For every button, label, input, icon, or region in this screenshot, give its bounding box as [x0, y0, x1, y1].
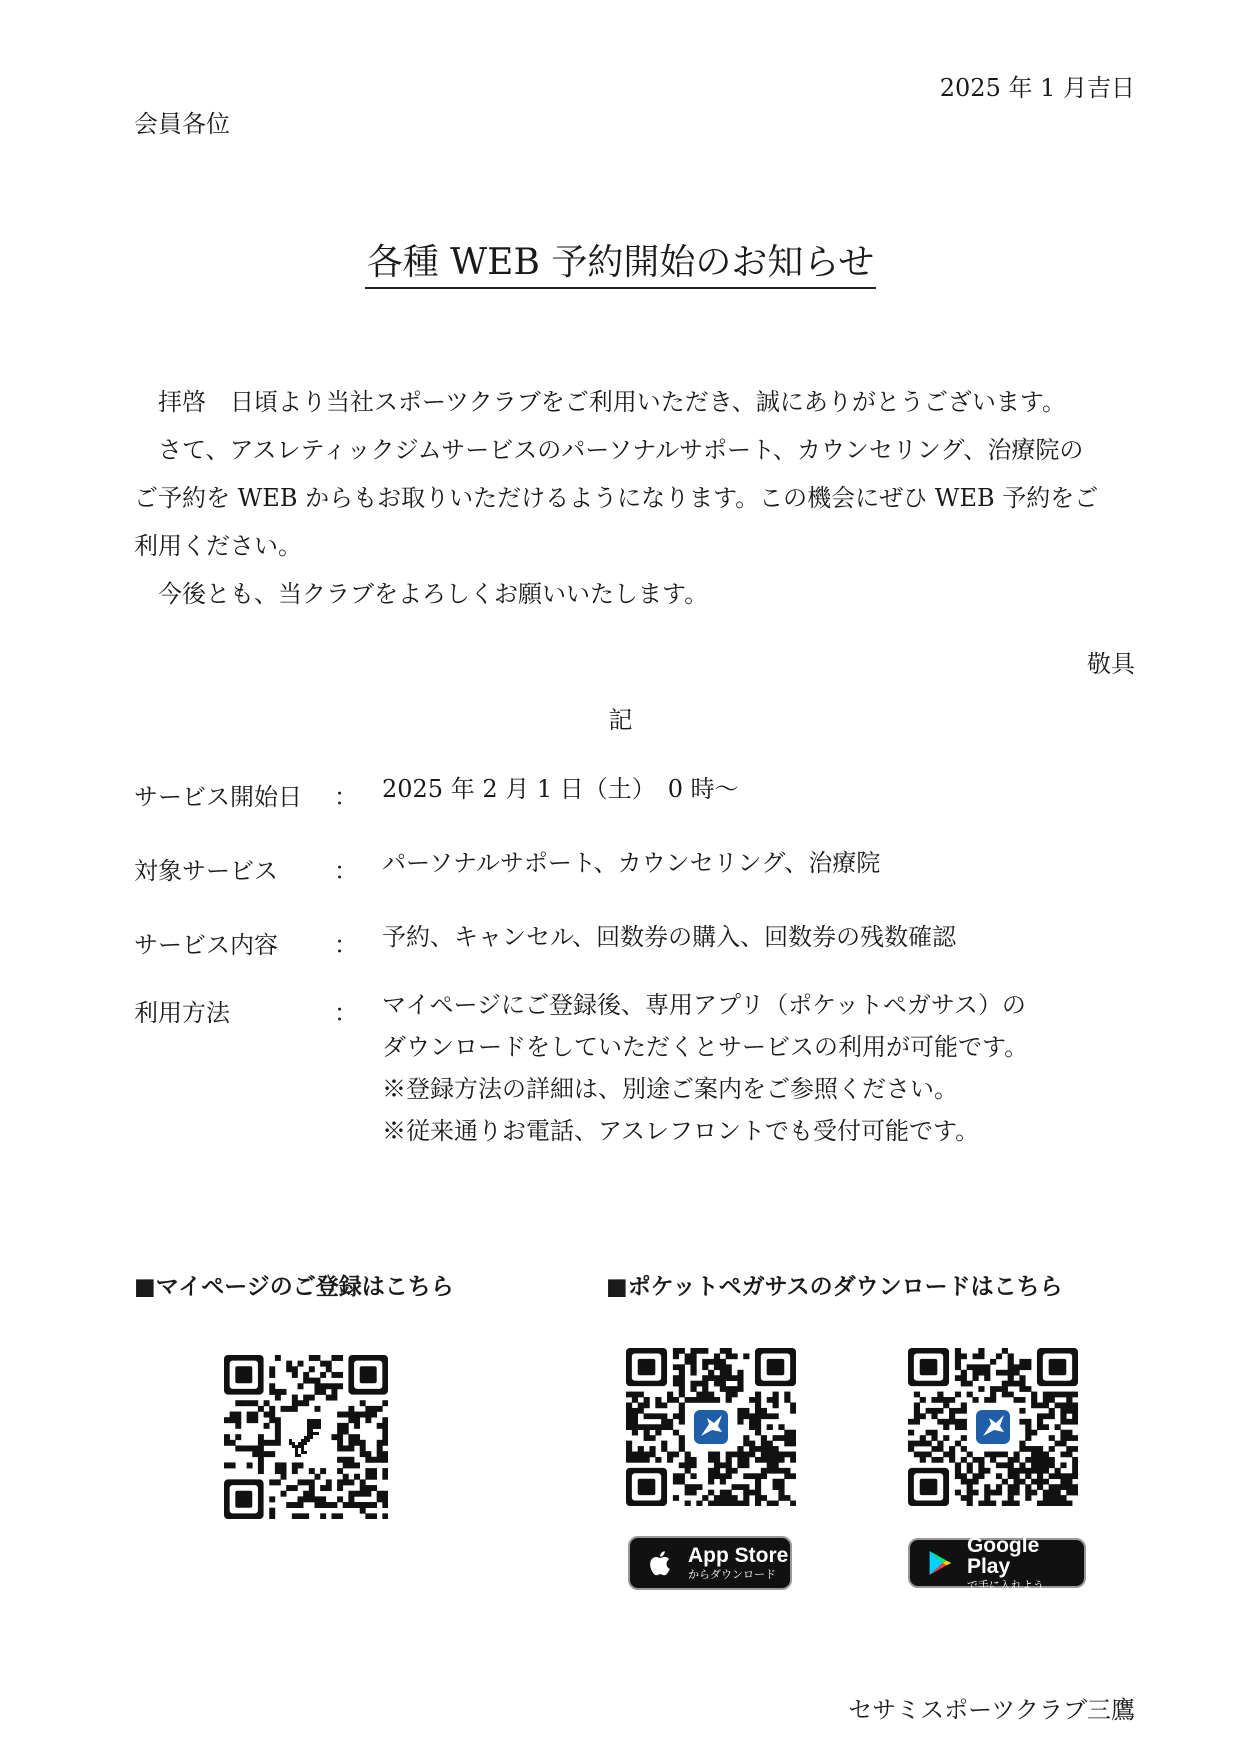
detail-value [382, 984, 1122, 1152]
pegasus-app-icon [694, 1410, 728, 1444]
letter-body [134, 378, 1134, 618]
addressee: 会員各位 [134, 110, 230, 138]
detail-value-line: 予約、キャンセル、回数券の購入、回数券の残数確認 [382, 923, 957, 951]
mypage-heading: ■マイページのご登録はこちら [134, 1274, 454, 1300]
appstore-badge[interactable] [628, 1536, 792, 1590]
dinosaur-icon [289, 1419, 321, 1457]
googleplay-badge-title: Google Play [966, 1533, 1040, 1578]
app-download-heading: ■ポケットペガサスのダウンロードはこちら [606, 1274, 1063, 1300]
detail-colon: ： [334, 857, 358, 885]
document-title: 各種 WEB 予約開始のお知らせ [0, 234, 1241, 285]
detail-value-line: 2025 年 2 月 1 日（土） 0 時～ [382, 775, 739, 803]
body-line: ご予約を WEB からもお取りいただけるようになります。この機会にぜひ WEB 予約をご [134, 484, 1099, 512]
apple-icon [646, 1548, 676, 1578]
google-play-icon [926, 1548, 955, 1578]
detail-value [382, 916, 1122, 958]
greeting-paragraph: 拝啓 日頃より当社スポーツクラブをご利用いただき、誠にありがとうございます。 [158, 388, 1066, 416]
letter-date: 2025 年 1 月吉日 [939, 74, 1135, 102]
detail-label: サービス内容 [134, 931, 278, 959]
body-line: さて、アスレティックジムサービスのパーソナルサポート、カウンセリング、治療院の [158, 436, 1084, 464]
googleplay-badge-subtitle: で手に入れよう [966, 1579, 1044, 1592]
detail-value-line: ※登録方法の詳細は、別途ご案内をご参照ください。 [382, 1075, 958, 1103]
appstore-badge-title: App Store [688, 1544, 789, 1567]
googleplay-badge[interactable] [908, 1533, 1086, 1592]
body-line: 利用ください。 [134, 532, 302, 560]
detail-colon: ： [334, 931, 358, 959]
closing-paragraph: 今後とも、当クラブをよろしくお願いいたします。 [158, 580, 709, 608]
detail-label: 対象サービス [134, 857, 278, 885]
detail-value-line: パーソナルサポート、カウンセリング、治療院 [382, 849, 881, 877]
detail-value-line: マイページにご登録後、専用アプリ（ポケットペガサス）の [382, 991, 1026, 1019]
detail-value-line: ダウンロードをしていただくとサービスの利用が可能です。 [382, 1033, 1029, 1061]
mypage-qr-code[interactable] [224, 1355, 388, 1519]
detail-colon: ： [334, 999, 358, 1027]
detail-value [382, 768, 1122, 810]
detail-value [382, 842, 1122, 884]
detail-value-line: ※従来通りお電話、アスレフロントでも受付可能です。 [382, 1117, 980, 1145]
detail-label: 利用方法 [134, 999, 230, 1027]
closing-word: 敬具 [1087, 650, 1135, 678]
pegasus-app-icon [976, 1410, 1010, 1444]
ki-heading: 記 [608, 706, 633, 734]
club-name: セサミスポーツクラブ三鷹 [848, 1696, 1135, 1724]
detail-label: サービス開始日 [134, 783, 302, 811]
googleplay-qr-code[interactable] [908, 1348, 1078, 1506]
appstore-qr-code[interactable] [626, 1348, 796, 1506]
detail-colon: ： [334, 783, 358, 811]
appstore-badge-subtitle: からダウンロード [688, 1569, 776, 1581]
